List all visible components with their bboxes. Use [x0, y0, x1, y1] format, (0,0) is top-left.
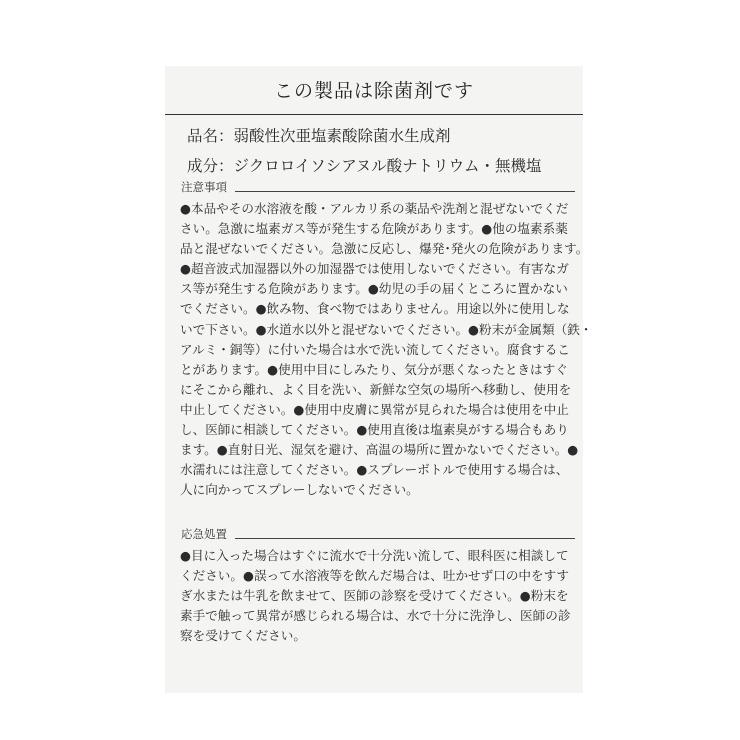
- caution-line: にそこから離れ、よく目を洗い、新鮮な空気の場所へ移動し、使用を: [180, 381, 572, 397]
- caution-line: ます。●直射日光、湿気を避け、高温の場所に置かないでください。●: [180, 442, 579, 458]
- title-divider: [165, 114, 583, 115]
- first-aid-rule: [235, 538, 575, 539]
- caution-line: いで下さい。●水道水以外と混ぜないでください。●粉末が金属類（鉄・: [180, 321, 593, 337]
- caution-line: さい。急激に塩素ガス等が発生する危険があります。●他の塩素系薬: [180, 221, 568, 237]
- caution-line: ●超音波式加湿器以外の加湿器では使用しないでください。有害なガ: [180, 261, 569, 277]
- product-name: 品名：弱酸性次亜塩素酸除菌水生成剤: [187, 127, 451, 145]
- caution-line: し、医師に相談してください。●使用直後は塩素臭がする場合もあり: [180, 422, 569, 438]
- caution-line: 中止してください。●使用中皮膚に異常が見られた場合は使用を中止: [180, 401, 569, 417]
- product-label: [165, 66, 593, 693]
- caution-section: [175, 179, 593, 500]
- first-aid-line: ください。●誤って水溶液等を飲んだ場合は、吐かせず口の中をすす: [180, 568, 569, 584]
- caution-line: 品と混ぜないでください。急激に反応し、爆発･発火の危険があります。: [180, 241, 589, 257]
- caution-line: とがあります。●使用中目にしみたり、気分が悪くなったときはすぐ: [180, 361, 568, 377]
- first-aid-heading: 応急処置: [181, 527, 227, 541]
- first-aid-section: [175, 526, 573, 646]
- caution-line: アルミ・銅等）に付いた場合は水で洗い流してください。腐食するこ: [180, 341, 570, 357]
- caution-line: でください。●飲み物、食べ物ではありません。用途以外に使用しな: [180, 301, 570, 317]
- first-aid-line: 察を受けてください。: [180, 628, 306, 644]
- caution-header: [175, 179, 573, 199]
- caution-line: 人に向かってスプレーしないでください。: [180, 482, 419, 498]
- first-aid-line: ●目に入った場合はすぐに流水で十分洗い流して、眼科医に相談して: [180, 548, 569, 563]
- caution-heading: 注意事項: [181, 180, 227, 194]
- caution-line: ●本品やその水溶液を酸・アルカリ系の薬品や洗剤と混ぜないでくだ: [180, 201, 569, 216]
- first-aid-text: [175, 546, 573, 646]
- first-aid-line: 素手で触って異常が感じられる場合は、水で十分に洗浄し、医師の診: [180, 608, 571, 624]
- label-title: この製品は除菌剤です: [273, 80, 474, 102]
- caution-line: 水濡れには注意してください。●スプレーボトルで使用する場合は、: [180, 462, 569, 478]
- ingredients: 成分：ジクロロイソシアヌル酸ナトリウム・無機塩: [187, 157, 542, 175]
- first-aid-line: ぎ水または牛乳を飲ませて、医師の診察を受けてください。●粉末を: [180, 588, 569, 604]
- first-aid-header: [175, 526, 573, 546]
- caution-rule: [235, 191, 575, 192]
- caution-text: [175, 199, 593, 500]
- caution-line: ス等が発生する危険があります。●幼児の手の届くところに置かない: [180, 281, 568, 297]
